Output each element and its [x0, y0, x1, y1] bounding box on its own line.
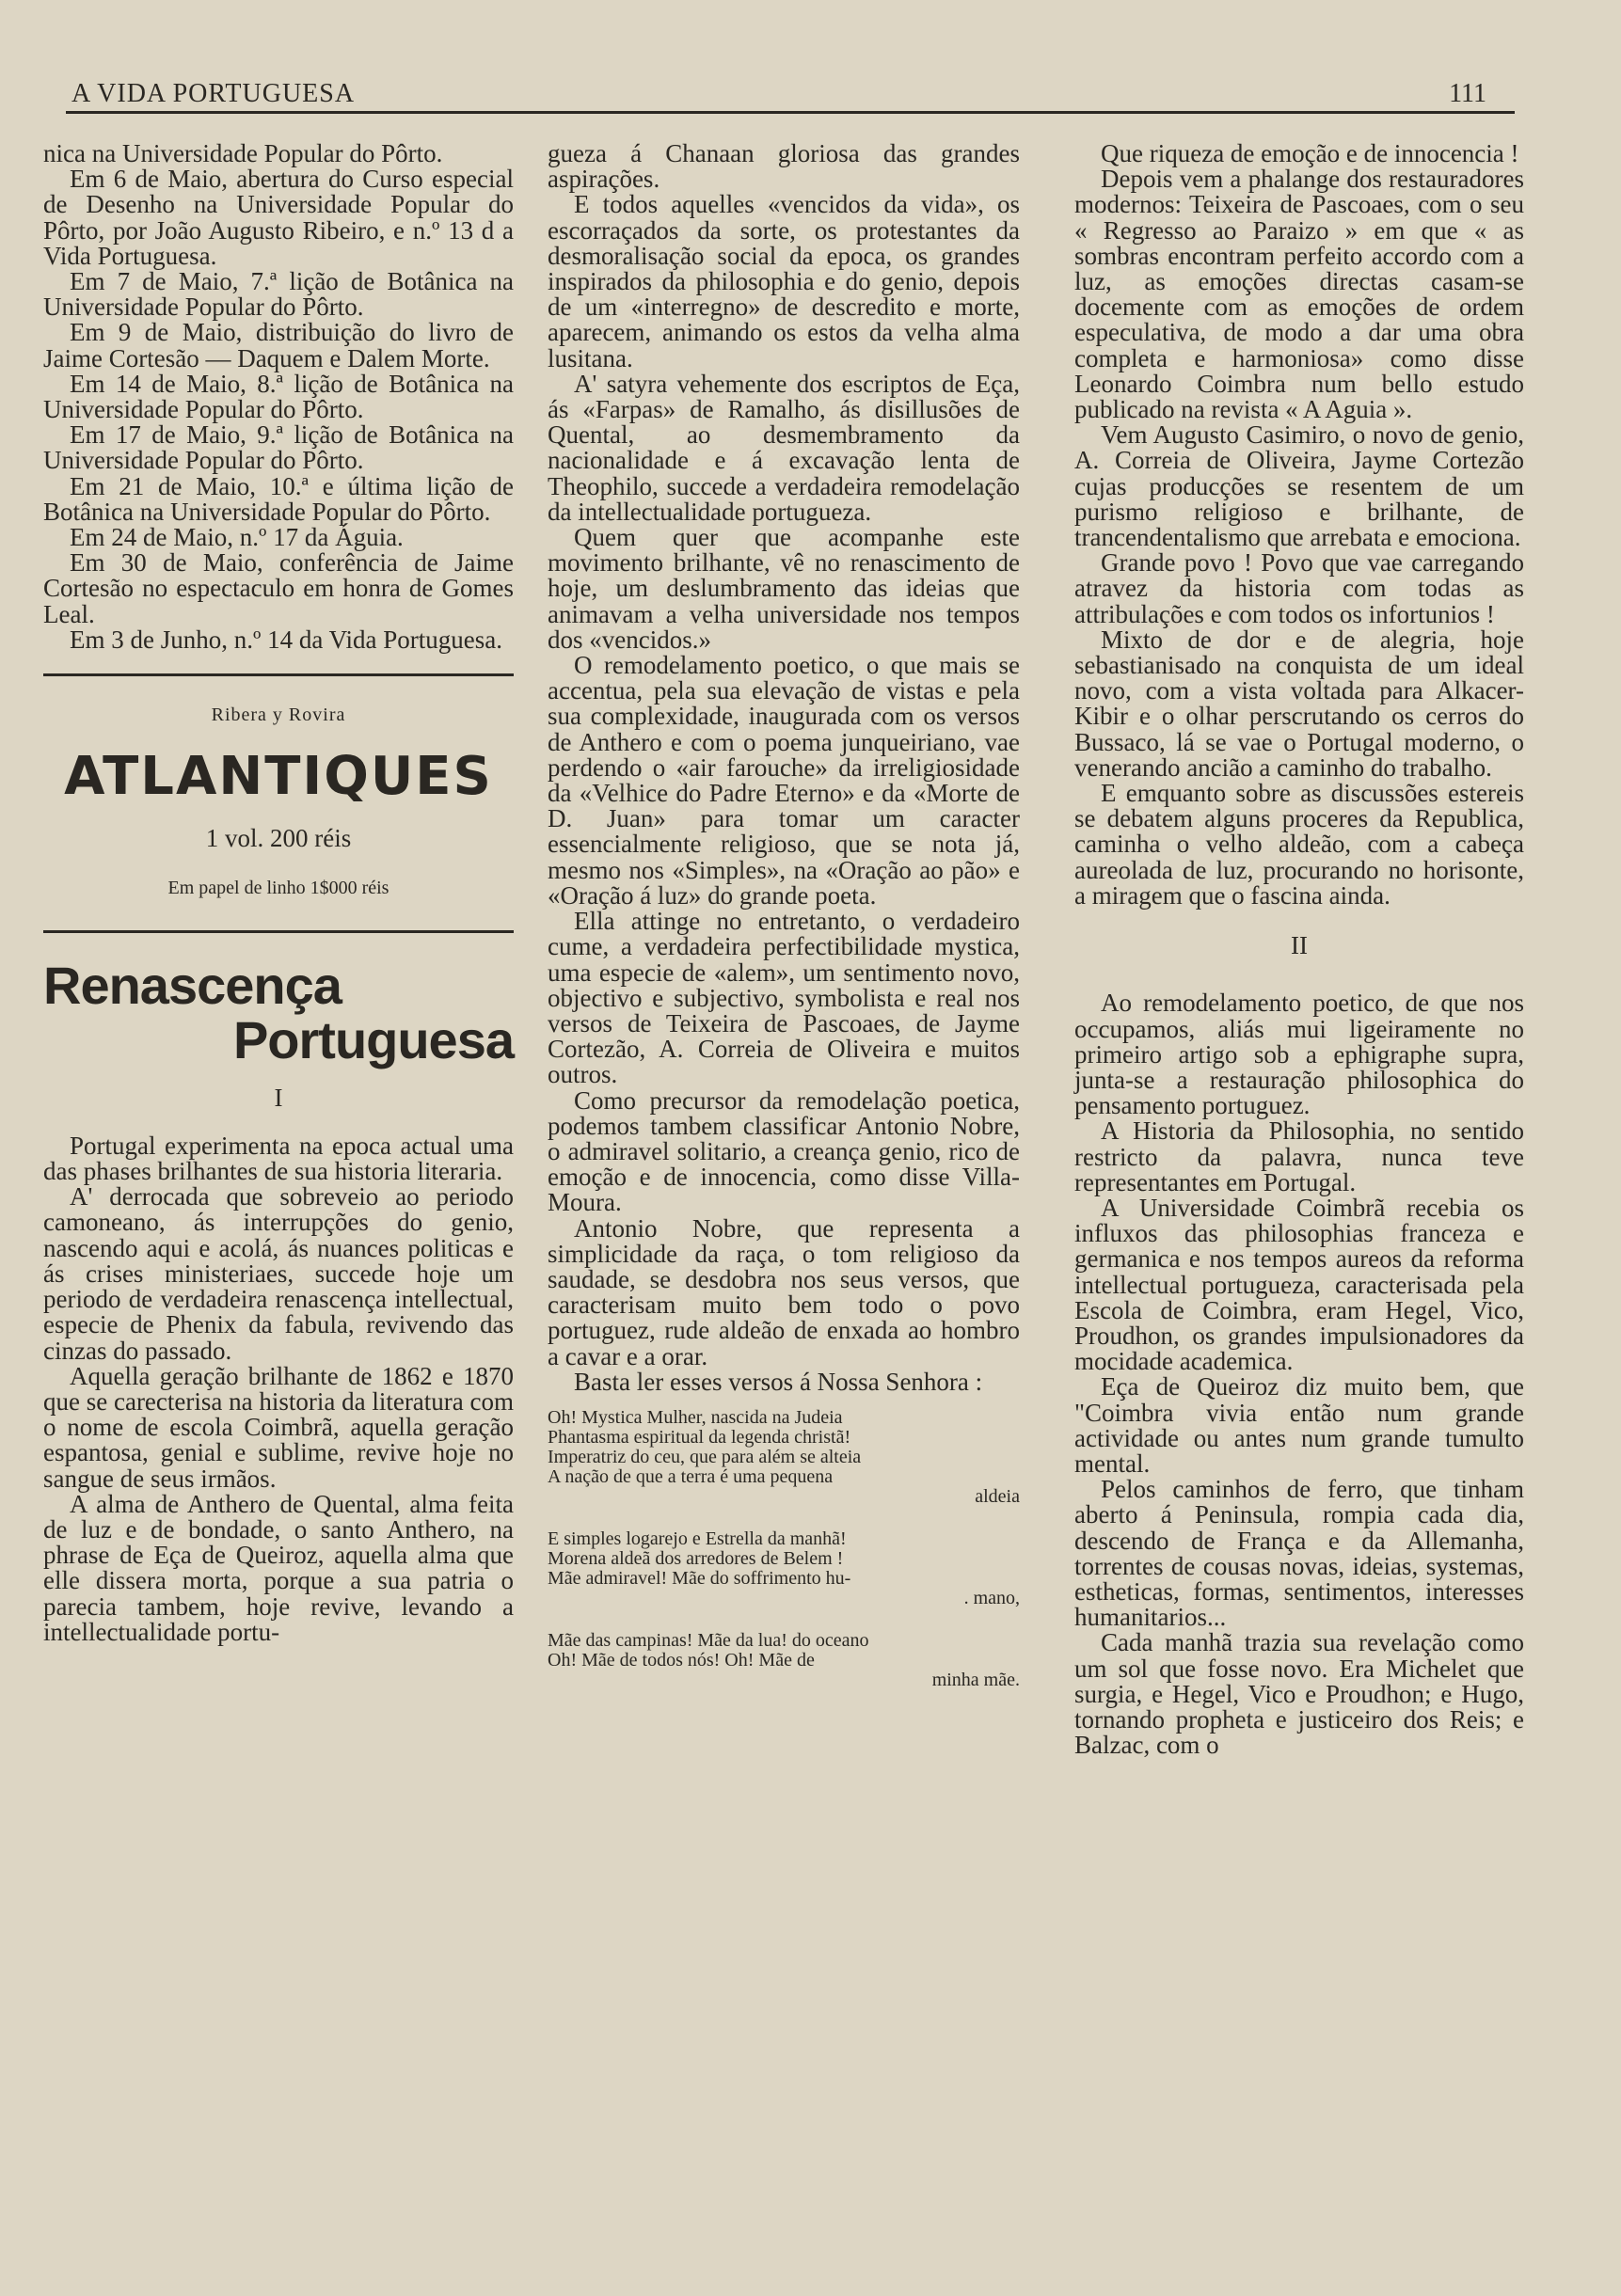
article-paragraph: A' derrocada que sobreveio ao periodo camoneano, ás interrupções do genio, nascendo aqui e acolá, ás nuances politicas e ás crises ministeriaes, succede hoje um periodo de verdadeira renascença intellectual, especie de Phenix da fabula, revivendo das cinzas do passado.: [43, 1182, 514, 1365]
event-paragraph: Em 6 de Maio, abertura do Curso especial de Desenho na Universidade Popular do Pôrto, por João Augusto Ribeiro, e n.º 13 d a Vida Portuguesa.: [43, 165, 514, 270]
article-title-line-1: Renascença: [43, 955, 342, 1015]
article-paragraph: Como precursor da remodelação poetica, podemos tambem classificar Antonio Nobre, o admiravel solitario, a creança genio, rico de emoção e de innocencia, como disse Villa-Moura.: [548, 1085, 1020, 1217]
ad-paper-edition: Em papel de linho 1$000 réis: [167, 878, 389, 899]
poem-line: Mãe das campinas! Mãe da lua! do oceano: [548, 1629, 869, 1651]
event-paragraph: Em 21 de Maio, 10.ª e última lição de Botânica na Universidade Popular do Pôrto.: [43, 471, 514, 526]
ad-top-rule: [43, 673, 514, 676]
poem-line: Phantasma espiritual da legenda christã!: [548, 1426, 851, 1448]
article-paragraph: Cada manhã trazia sua revelação como um sol que fosse novo. Era Michelet que surgia, e Hegel, Vico e Proudhon; e Hugo, tornando propheta e justiceiro dos Reis; e Balzac, com o: [1074, 1628, 1524, 1760]
article-paragraph: O remodelamento poetico, o que mais se accentua, pela sua elevação de vistas e pela sua complexidade, inaugurada com os versos de Anthero e com o poema junqueiriano, vae perdendo o «air farouche» da irreligiosidade da «Velhice do Padre Eterno» e da «Morte de D. Juan» para tomar um caracter essencialmente religioso, que se nota já, mesmo nos «Simples», na «Oração ao pão» e «Oração á luz» do grande poeta.: [548, 651, 1020, 910]
article-paragraph: E todos aquelles «vencidos da vida», os escorraçados da sorte, os protestantes da desmoralisação social da epoca, os grandes inspirados da philosophia e do genio, depois de um «interregno» de descredito e morte, aparecem, animando os estos da velha alma lusitana.: [548, 190, 1020, 372]
event-paragraph: Em 9 de Maio, distribuição do livro de Jaime Cortesão — Daquem e Dalem Morte.: [43, 318, 514, 372]
poem-line: Oh! Mystica Mulher, nascida na Judeia: [548, 1406, 843, 1428]
article-paragraph: Antonio Nobre, que representa a simplicidade da raça, o tom religioso da saudade, se desdobra nos seus versos, que caracterisam muito bem todo o povo portuguez, rude aldeão de enxada ao hombro a cavar e a orar.: [548, 1213, 1020, 1370]
article-paragraph: Eça de Queiroz diz muito bem, que "Coimbra vivia então num grande actividade ou antes num grande tumulto mental.: [1074, 1372, 1524, 1478]
article-paragraph: Quem quer que acompanhe este movimento brilhante, vê no renascimento de hoje, um deslumbramento das ideias que animavam a velha universidade nos tempos dos «vencidos.»: [548, 523, 1020, 654]
poem-line: Imperatriz do ceu, que para além se alteia: [548, 1446, 862, 1467]
article-paragraph: Mixto de dor e de alegria, hoje sebastianisado na conquista de um ideal novo, com a vista voltada para Alkacer-Kibir e o olhar perscrutando os cerros do Bussaco, lá se vae o Portugal moderno, o venerando ancião a caminho do trabalho.: [1074, 625, 1524, 782]
article-paragraph: A Universidade Coimbrã recebia os influxos das philosophias franceza e germanica e nos tempos aureos da reforma intellectual portugueza, caracterisada pela Escola de Coimbra, eram Hegel, Vico, Proudhon, os grandes impulsionadores da mocidade academica.: [1074, 1193, 1524, 1376]
section-numeral: II: [1291, 931, 1308, 960]
column-2: [548, 141, 1020, 1690]
article-paragraph: E emquanto sobre as discussões estereis se debatem alguns proceres da Republica, caminha o velho aldeão, com a cabeça aureolada de luz, procurando no horisonte, a miragem que o fascina ainda.: [1074, 779, 1524, 910]
book-advertisement: [43, 703, 514, 902]
article-paragraph: Grande povo ! Povo que vae carregando atravez da historia com todas as attribulações e com todos os infortunios !: [1074, 548, 1524, 628]
event-paragraph: Em 24 de Maio, n.º 17 da Águia.: [70, 523, 404, 552]
article-paragraph: A' satyra vehemente dos escriptos de Eça, ás «Farpas» de Ramalho, ás disillusões de Quental, ao desmembramento da nacionalidade e á excavação lenta de Theophilo, succede a verdadeira remodelação da intellectualidade portugueza.: [548, 369, 1020, 526]
article-paragraph: A Historia da Philosophia, no sentido restricto da palavra, nunca teve representantes em Portugal.: [1074, 1116, 1524, 1196]
article-paragraph: Vem Augusto Casimiro, o novo de genio, A. Correia de Oliveira, Jayme Cortezão cujas producções se resentem de um purismo religioso e brilhante, de trancendentalismo que arrebata e emociona.: [1074, 420, 1524, 552]
poem-quote: [548, 1408, 1020, 1690]
column-1: [43, 141, 514, 1645]
article-paragraph: gueza á Chanaan gloriosa das grandes aspirações.: [548, 139, 1020, 194]
event-paragraph: Em 7 de Maio, 7.ª lição de Botânica na Universidade Popular do Pôrto.: [43, 267, 514, 322]
event-paragraph: Em 14 de Maio, 8.ª lição de Botânica na Universidade Popular do Pôrto.: [43, 369, 514, 424]
article-paragraph: Portugal experimenta na epoca actual uma das phases brilhantes de sua historia literaria.: [43, 1131, 514, 1186]
poem-line: A nação de que a terra é uma pequena: [548, 1465, 834, 1487]
article-paragraph: Depois vem a phalange dos restauradores modernos: Teixeira de Pascoaes, com o seu « Regresso ao Paraizo » em que « as sombras encontram perfeito accordo com a luz, as emoções directas casam-se docemente com as emoções de ordem especulativa, de modo a dar uma obra completa e harmoniosa» como disse Leonardo Coimbra num bello estudo publicado na revista « A Aguia ».: [1074, 165, 1524, 424]
ad-author: Ribera y Rovira: [211, 705, 346, 726]
page-number: 111: [1449, 79, 1486, 108]
event-paragraph: Em 17 de Maio, 9.ª lição de Botânica na Universidade Popular do Pôrto.: [43, 420, 514, 475]
poem-line: Mãe admiravel! Mãe do soffrimento hu-: [548, 1567, 851, 1589]
article-paragraph: Ao remodelamento poetico, de que nos occupamos, aliás mui ligeiramente no primeiro artigo sob a ephigraphe supra, junta-se a restauração philosophica do pensamento portuguez.: [1074, 989, 1524, 1120]
poem-line: Oh! Mãe de todos nós! Oh! Mãe de: [548, 1649, 815, 1671]
article-paragraph: Pelos caminhos de ferro, que tinham aberto á Peninsula, rompia cada dia, descendo de França e da Allemanha, torrentes de cousas novas, ideias, systemas, estheticas, formas, sentimentos, interesses humanitarios...: [1074, 1475, 1524, 1632]
poem-stanza: [548, 1529, 1020, 1608]
ad-bottom-rule: [43, 930, 514, 933]
article-paragraph: Que riqueza de emoção e de innocencia !: [1101, 139, 1519, 167]
ad-title: ATLANTIQUES: [64, 746, 493, 808]
event-paragraph: Em 30 de Maio, conferência de Jaime Cortesão no espectaculo em honra de Gomes Leal.: [43, 548, 514, 628]
event-paragraph: Em 3 de Junho, n.º 14 da Vida Portuguesa.: [70, 625, 502, 654]
poem-line: . mano,: [963, 1587, 1020, 1608]
poem-line: aldeia: [975, 1485, 1020, 1507]
section-numeral: I: [274, 1083, 283, 1112]
running-title: A VIDA PORTUGUESA: [72, 79, 356, 108]
poem-stanza: [548, 1408, 1020, 1507]
article-paragraph: Basta ler esses versos á Nossa Senhora :: [574, 1367, 983, 1396]
poem-stanza: [548, 1631, 1020, 1690]
event-paragraph: nica na Universidade Popular do Pôrto.: [43, 139, 443, 167]
poem-line: E simples logarejo e Estrella da manhã!: [548, 1528, 847, 1549]
poem-line: minha mãe.: [931, 1669, 1020, 1690]
poem-line: Morena aldeã dos arredores de Belem !: [548, 1547, 844, 1569]
page-header: [66, 77, 1515, 114]
article-paragraph: Ella attinge no entretanto, o verdadeiro cume, a verdadeira perfectibilidade mystica, uma especie de «alem», um sentimento novo, objectivo e subjectivo, symbolista e real nos versos de Teixeira de Pascoaes, de Jayme Cortezão, A. Correia de Oliveira e muitos outros.: [548, 907, 1020, 1089]
ad-volume-price: 1 vol. 200 réis: [205, 824, 352, 853]
article-paragraph: A alma de Anthero de Quental, alma feita de luz e de bondade, o santo Anthero, na phrase de Eça de Queiroz, aquella alma que elle dissera morta, porque a sua patria o parecia tambem, hoje revive, levando a intellectualidade portu-: [43, 1489, 514, 1646]
column-3: [1074, 141, 1524, 1758]
article-title-line-2: Portuguesa: [232, 1009, 514, 1069]
article-paragraph: Aquella geração brilhante de 1862 e 1870 que se carecterisa na historia da literatura com o nome de escola Coimbrã, aquella geração espantosa, genial e sublime, revive hoje no sangue de seus irmãos.: [43, 1361, 515, 1493]
